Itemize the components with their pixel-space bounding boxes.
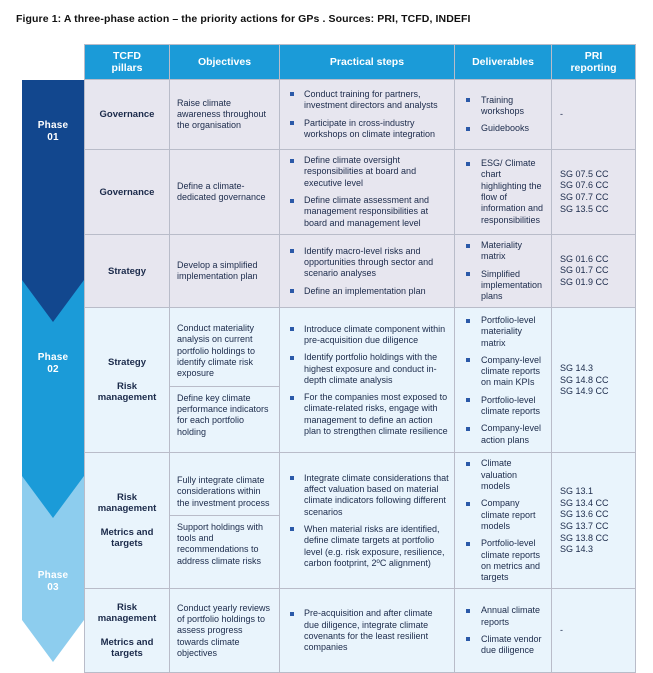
pillar-label: Strategy: [107, 265, 146, 277]
practical-steps-list: [282, 608, 449, 653]
objective-text: Conduct materiality analysis on current portfolio holdings to identify climate risk exposure: [177, 323, 256, 379]
pri-code: SG 13.7 CC: [560, 520, 609, 531]
cell-tcfd-pillars: [85, 80, 170, 150]
pri-code: SG 01.9 CC: [560, 277, 609, 288]
list-item: Define an implementation plan: [282, 286, 449, 297]
list-item: Training workshops: [457, 95, 546, 118]
list-item: When material risks are identified, define climate targets at portfolio level (e.g. risk exposure, resilience, carbon footprint, 2ºC alignment): [282, 524, 449, 569]
cell-deliverables: [455, 308, 552, 453]
cell-pri-reporting: [552, 308, 636, 453]
col-header-pri-reporting: PRI reporting: [552, 45, 636, 80]
cell-tcfd-pillars: [85, 150, 170, 235]
cell-tcfd-pillars: [85, 453, 170, 589]
priority-actions-table: [84, 44, 636, 673]
deliverables-list: [457, 158, 546, 226]
list-item: Portfolio-level climate reports: [457, 395, 546, 418]
cell-tcfd-pillars: [85, 589, 170, 673]
table-header-row: [85, 45, 636, 80]
cell-practical-steps: [280, 589, 455, 673]
chevron-shape-01: [22, 80, 84, 322]
cell-tcfd-pillars: [85, 235, 170, 308]
list-item: Identify portfolio holdings with the highest exposure and conduct in-depth climate analysis: [282, 352, 449, 386]
cell-deliverables: [455, 150, 552, 235]
pri-code: SG 13.5 CC: [560, 203, 609, 214]
list-item: Company climate report models: [457, 498, 546, 532]
list-item: Climate vendor due diligence: [457, 634, 546, 657]
phase-chevron-01: [22, 80, 84, 322]
cell-objectives: Conduct yearly reviews of portfolio holdings to assess progress towards climate objectives: [170, 589, 280, 673]
pri-code: SG 07.7 CC: [560, 192, 609, 202]
col-header-practical-steps: Practical steps: [280, 45, 455, 80]
cell-practical-steps: [280, 80, 455, 150]
deliverables-list: [457, 315, 546, 446]
deliverables-list: [457, 605, 546, 656]
table-row: [85, 150, 636, 235]
cell-objectives: Define a climate-dedicated governance: [170, 150, 280, 235]
practical-steps-list: [282, 155, 449, 229]
cell-deliverables: [455, 453, 552, 589]
pri-code: SG 07.6 CC: [560, 180, 609, 191]
cell-pri-reporting: [552, 589, 636, 673]
col-header-deliverables: Deliverables: [455, 45, 552, 80]
deliverables-list: [457, 95, 546, 135]
practical-steps-list: [282, 246, 449, 297]
list-item: Identify macro-level risks and opportunities through sector and scenario analyses: [282, 246, 449, 280]
cell-practical-steps: [280, 308, 455, 453]
list-item: Portfolio-level climate reports on metrics and targets: [457, 538, 546, 583]
list-item: Participate in cross-industry workshops on climate integration: [282, 118, 449, 141]
cell-tcfd-pillars: [85, 308, 170, 453]
col-header-objectives: Objectives: [170, 45, 280, 80]
phase-label-03: Phase 03: [37, 570, 69, 593]
cell-objectives: [170, 453, 280, 589]
list-item: Define climate oversight responsibilities at board and executive level: [282, 155, 449, 189]
practical-steps-list: [282, 89, 449, 140]
cell-practical-steps: [280, 150, 455, 235]
list-item: Company-level action plans: [457, 423, 546, 446]
list-item: Define climate assessment and management responsibilities at board and management level: [282, 195, 449, 229]
cell-practical-steps: [280, 453, 455, 589]
deliverables-list: [457, 240, 546, 302]
list-item: Materiality matrix: [457, 240, 546, 263]
list-item: Guidebooks: [457, 123, 546, 134]
list-item: Company-level climate reports on main KPIs: [457, 355, 546, 389]
list-item: Simplified implementation plans: [457, 269, 546, 303]
list-item: Pre-acquisition and after climate due diligence, integrate climate covenants for the least resilient companies: [282, 608, 449, 653]
pillar-label: Metrics and targets: [100, 637, 154, 660]
table-body: [85, 80, 636, 673]
pillar-label: Metrics and targets: [100, 527, 154, 550]
cell-objectives: Raise climate awareness throughout the organisation: [170, 80, 280, 150]
pri-code: SG 14.9 CC: [560, 386, 609, 397]
list-item: Integrate climate considerations that affect valuation based on material climate indicators following different scenarios: [282, 473, 449, 518]
objective-text: Define key climate performance indicators for each portfolio holding: [170, 386, 279, 444]
list-item: ESG/ Climate chart highlighting the flow of information and responsibilities: [457, 158, 546, 226]
cell-practical-steps: [280, 235, 455, 308]
pillar-label: Risk management: [97, 602, 157, 625]
pri-code: SG 01.6 CC: [560, 253, 609, 264]
practical-steps-list: [282, 324, 449, 438]
cell-deliverables: [455, 80, 552, 150]
list-item: Conduct training for partners, investment directors and analysts: [282, 89, 449, 112]
pri-code: SG 14.3: [560, 363, 594, 374]
objective-text: Support holdings with tools and recommendations to address climate risks: [170, 515, 279, 573]
pri-code: SG 14.3: [560, 544, 594, 555]
table-row: [85, 80, 636, 150]
list-item: Introduce climate component within pre-acquisition due diligence: [282, 324, 449, 347]
table-row: [85, 308, 636, 453]
col-header-tcfd-pillars: TCFD pillars: [85, 45, 170, 80]
pri-code: SG 07.5 CC: [560, 168, 609, 179]
pri-code: SG 13.8 CC: [560, 532, 609, 543]
practical-steps-list: [282, 473, 449, 569]
pillar-label: Strategy: [107, 357, 146, 369]
list-item: For the companies most exposed to climate-related risks, engage with management to define an action plan to strengthen climate resilience: [282, 392, 449, 437]
list-item: Portfolio-level materiality matrix: [457, 315, 546, 349]
deliverables-list: [457, 458, 546, 583]
pri-code: SG 13.1: [560, 486, 594, 497]
cell-deliverables: [455, 589, 552, 673]
pillar-label: Risk management: [97, 492, 157, 515]
cell-objectives: [170, 308, 280, 453]
cell-objectives: Develop a simplified implementation plan: [170, 235, 280, 308]
pri-code: -: [560, 108, 563, 119]
cell-pri-reporting: [552, 453, 636, 589]
pri-code: SG 13.6 CC: [560, 509, 609, 520]
cell-pri-reporting: [552, 150, 636, 235]
table-row: [85, 589, 636, 673]
phase-label-02: Phase 02: [37, 352, 69, 375]
objective-text: Fully integrate climate considerations within the investment process: [177, 474, 270, 508]
cell-deliverables: [455, 235, 552, 308]
cell-pri-reporting: [552, 235, 636, 308]
list-item: Annual climate reports: [457, 605, 546, 628]
pillar-label: Governance: [99, 109, 155, 120]
phase-rail: [22, 80, 84, 662]
phase-label-01: Phase 01: [37, 120, 69, 143]
pillar-label: Governance: [99, 186, 155, 198]
pri-code: SG 01.7 CC: [560, 265, 609, 276]
pri-code: SG 13.4 CC: [560, 497, 609, 508]
pri-code: -: [560, 625, 563, 636]
figure-caption: Figure 1: A three-phase action – the priority actions for GPs . Sources: PRI, TCFD, INDEFI: [16, 13, 471, 25]
list-item: Climate valuation models: [457, 458, 546, 492]
pri-code: SG 14.8 CC: [560, 374, 609, 385]
table-row: [85, 453, 636, 589]
pillar-label: Risk management: [97, 381, 157, 404]
table-row: [85, 235, 636, 308]
cell-pri-reporting: [552, 80, 636, 150]
